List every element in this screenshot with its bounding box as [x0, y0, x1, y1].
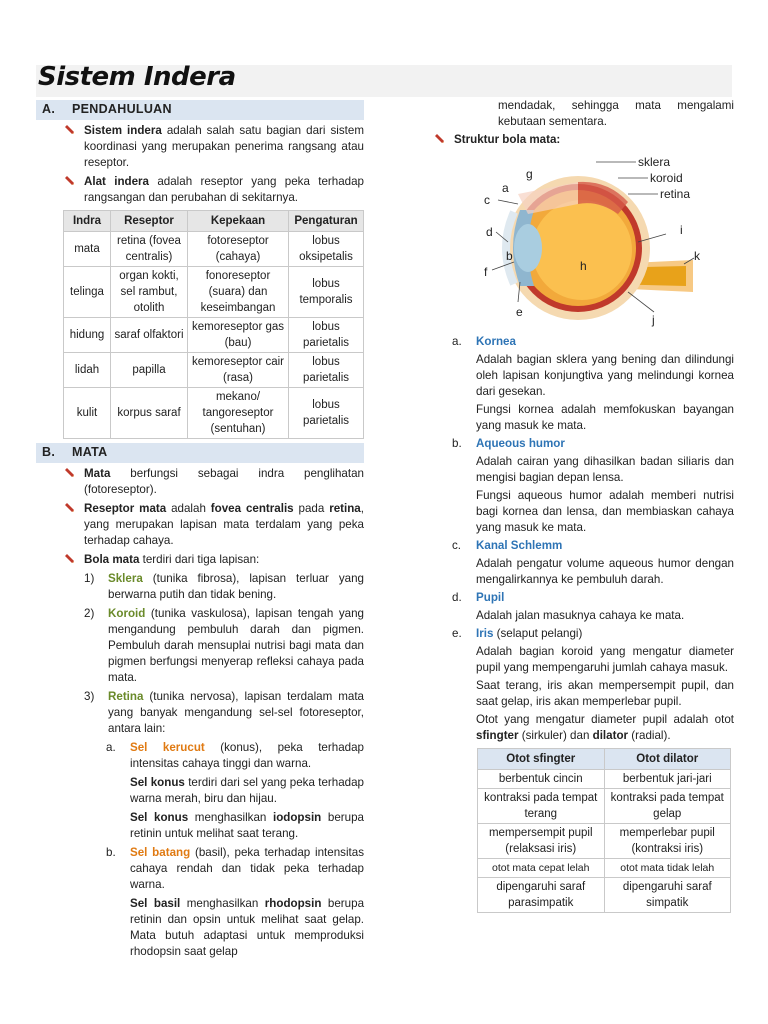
label-b: b	[506, 249, 513, 263]
section-title: MATA	[72, 445, 108, 459]
table-row: lidah papilla kemoreseptor cair (rasa) lobus parietalis	[64, 353, 364, 388]
list-item: Sistem indera adalah salah satu bagian dari sistem koordinasi yang merupakan penerima rangsang atau reseptor.	[36, 123, 364, 171]
column-header: Indra	[64, 211, 111, 232]
paragraph: Saat terang, iris akan mempersempit pupil, dan saat gelap, iris akan memperlebar pupil.	[476, 679, 734, 708]
vitreous-body	[532, 200, 632, 300]
list-item: Struktur bola mata:	[418, 132, 734, 148]
list-item: 1) Sklera (tunika fibrosa), lapisan terluar yang berwarna putih dan tidak bening.	[84, 572, 364, 601]
label-k: k	[694, 249, 700, 263]
table-row: mempersempit pupil (relaksasi iris) memperlebar pupil (kontraksi iris)	[478, 824, 731, 859]
paragraph: Fungsi kornea adalah memfokuskan bayangan yang masuk ke mata.	[476, 403, 734, 432]
table-row: hidung saraf olfaktori kemoreseptor gas (bau) lobus parietalis	[64, 318, 364, 353]
pencil-icon	[64, 124, 76, 136]
list-item: Alat indera adalah reseptor yang peka terhadap rangsangan dan perubahan di sekitarnya.	[36, 174, 364, 206]
label-h: h	[580, 259, 587, 273]
column-header: Reseptor	[111, 211, 188, 232]
list-item: Reseptor mata adalah fovea centralis pada retina, yang merupakan lapisan mata terdalam yang peka terhadap cahaya.	[36, 501, 364, 549]
label-retina: retina	[660, 187, 691, 201]
column-header: Otot sfingter	[478, 749, 605, 770]
senses-table	[63, 210, 364, 439]
table-row: kontraksi pada tempat terang kontraksi pada tempat gelap	[478, 789, 731, 824]
label-sklera: sklera	[638, 155, 671, 169]
label-e: e	[516, 305, 523, 319]
eye-diagram	[478, 152, 718, 332]
pencil-icon	[64, 175, 76, 187]
label-f: f	[484, 265, 488, 279]
list-item: b. Aqueous humor	[452, 437, 565, 450]
paragraph: Otot yang mengatur diameter pupil adalah otot sfingter (sirkuler) dan dilator (radial).	[476, 713, 734, 742]
table-row: dipengaruhi saraf parasimpatik dipengaruhi saraf simpatik	[478, 878, 731, 913]
left-column	[36, 100, 364, 960]
table-header-row	[64, 211, 364, 232]
section-number: A.	[42, 102, 56, 116]
paragraph: Adalah pengatur volume aqueous humor dengan mengalirkannya ke pembuluh darah.	[476, 557, 734, 586]
column-header: Kepekaan	[188, 211, 289, 232]
label-a: a	[502, 181, 509, 195]
page-title: Sistem Indera	[38, 62, 236, 92]
section-number: B.	[42, 445, 56, 459]
paragraph: Adalah jalan masuknya cahaya ke mata.	[476, 609, 685, 622]
section-b-header	[36, 443, 364, 463]
table-row: mata retina (fovea centralis) fotoreseptor (cahaya) lobus oksipetalis	[64, 232, 364, 267]
list-item: c. Kanal Schlemm	[452, 539, 563, 552]
paragraph: mendadak, sehingga mata mengalami kebutaan sementara.	[498, 99, 734, 128]
section-title: PENDAHULUAN	[72, 102, 172, 116]
paragraph: Adalah cairan yang dihasilkan badan siliaris dan mengisi bagian depan lensa.	[476, 455, 734, 484]
table-row: otot mata cepat lelah otot mata tidak lelah	[478, 859, 731, 878]
label-c: c	[484, 193, 490, 207]
paragraph: Adalah bagian koroid yang mengatur diameter pupil yang mempengaruhi jumlah cahaya masuk.	[476, 645, 734, 674]
list-item: a. Sel kerucut (konus), peka terhadap intensitas cahaya tinggi dan warna.	[106, 741, 364, 770]
paragraph: Sel basil menghasilkan rhodopsin berupa retinin dan opsin untuk melihat saat gelap. Mata butuh adaptasi untuk memproduksi rhodopsin saat gelap	[130, 897, 365, 958]
list-item: a. Kornea	[452, 335, 516, 348]
list-item: 3) Retina (tunika nervosa), lapisan terdalam mata yang banyak mengandung sel-sel fotoreseptor, antara lain:	[84, 690, 364, 735]
column-header: Pengaturan	[289, 211, 364, 232]
pencil-icon	[64, 467, 76, 479]
table-header-row	[478, 749, 731, 770]
list-item: Bola mata terdiri dari tiga lapisan:	[36, 552, 364, 568]
label-d: d	[486, 225, 493, 239]
label-j: j	[652, 313, 655, 327]
list-item: e. Iris (selaput pelangi)	[452, 627, 583, 640]
paragraph: Adalah bagian sklera yang bening dan dilindungi oleh lapisan konjungtiva yang melindungi kornea dari gesekan.	[476, 353, 734, 398]
label-koroid: koroid	[650, 171, 683, 185]
section-a-header	[36, 100, 364, 120]
label-i: i	[680, 223, 683, 237]
paragraph: Fungsi aqueous humor adalah memberi nutrisi bagi kornea dan lensa, dan membiaskan cahaya yang masuk ke mata.	[476, 489, 734, 534]
pencil-icon	[64, 502, 76, 514]
table-row: kulit korpus saraf mekano/ tangoreseptor (sentuhan) lobus parietalis	[64, 388, 364, 439]
pointer-line	[628, 292, 654, 312]
pencil-icon	[434, 133, 446, 145]
list-item: b. Sel batang (basil), peka terhadap intensitas cahaya rendah dan tidak peka terhadap warna.	[106, 846, 364, 891]
list-item: d. Pupil	[452, 591, 505, 604]
pointer-line	[498, 200, 518, 204]
table-row: telinga organ kokti, sel rambut, otolith fonoreseptor (suara) dan keseimbangan lobus temporalis	[64, 267, 364, 318]
table-row: berbentuk cincin berbentuk jari-jari	[478, 770, 731, 789]
label-g: g	[526, 167, 533, 181]
paragraph: Sel konus terdiri dari sel yang peka terhadap warna merah, biru dan hijau.	[130, 776, 364, 805]
pencil-icon	[64, 553, 76, 565]
paragraph: Sel konus menghasilkan iodopsin berupa retinin untuk melihat saat terang.	[130, 811, 365, 840]
column-header: Otot dilator	[604, 749, 731, 770]
lens	[514, 224, 542, 272]
list-item: 2) Koroid (tunika vaskulosa), lapisan tengah yang mengandung pembuluh darah dan pigmen. Pembuluh darah mensuplai nutrisi bagi mata dan pigmen berfungsi menyerap refleksi cahaya pada mata.	[84, 607, 364, 684]
muscle-table	[477, 748, 731, 913]
list-item: Mata berfungsi sebagai indra penglihatan (fotoreseptor).	[36, 466, 364, 498]
